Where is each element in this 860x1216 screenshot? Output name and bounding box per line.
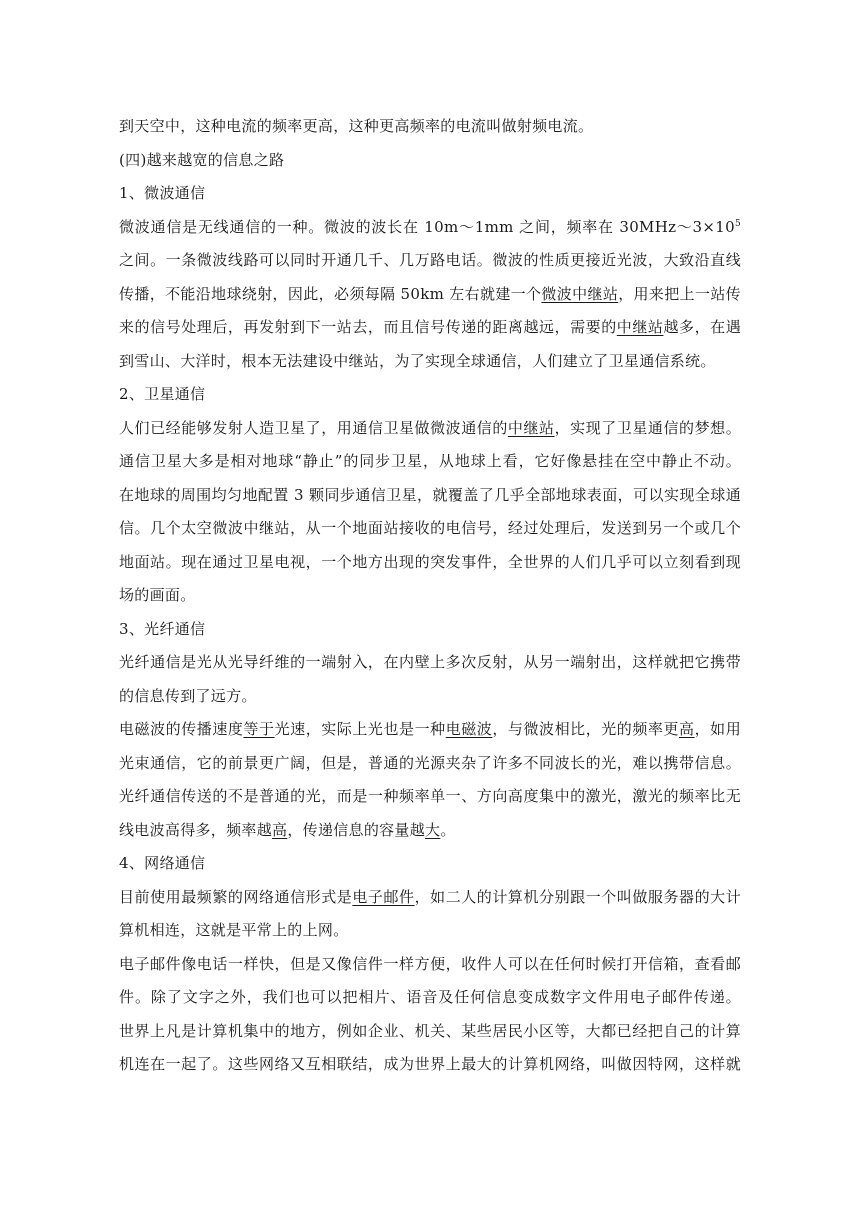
text-segment: 2、卫星通信 — [119, 385, 206, 403]
text-segment: 在地球的周围均匀地配置 3 颗同步通信卫星，就覆盖了几乎全部地球表面，可以实现全球通 — [119, 485, 741, 504]
text-line — [119, 479, 741, 513]
text-segment: 微波通信是无线通信的一种。微波的波长在 10m～1mm 之间，频率在 30MHz～3×10 — [119, 217, 735, 236]
text-line — [119, 780, 741, 814]
text-line — [119, 914, 741, 948]
underlined-term: 微波中继站 — [541, 284, 619, 303]
text-segment: 件。除了文字之外，我们也可以把相片、语音及任何信息变成数字文件用电子邮件传递。 — [119, 988, 741, 1006]
text-segment: (四)越来越宽的信息之路 — [119, 150, 285, 169]
text-segment: 。 — [440, 820, 456, 839]
superscript: 5 — [734, 218, 741, 229]
underlined-term: 高 — [679, 720, 695, 738]
text-segment: 传播，不能沿地球绕射，因此，必须每隔 50km 左右就建一个 — [119, 284, 542, 303]
text-segment: 之间。一条微波线路可以同时开通几千、几万路电话。微波的性质更接近光波，大致沿直线 — [119, 251, 741, 269]
text-segment: ，传递信息的容量越 — [287, 820, 426, 839]
text-line — [119, 445, 741, 479]
underlined-term: 大 — [425, 820, 441, 839]
text-line — [119, 1015, 741, 1049]
text-segment: ，与微波相比，光的频率更 — [492, 720, 680, 738]
text-line — [119, 847, 741, 881]
text-segment: 到雪山、大洋时，根本无法建设中继站，为了实现全球通信，人们建立了卫星通信系统。 — [119, 351, 716, 370]
text-line — [119, 1048, 741, 1082]
text-segment: 光束通信，它的前景更广阔，但是，普通的光源夹杂了许多不同波长的光，难以携带信息。 — [119, 753, 741, 772]
text-line — [119, 211, 741, 245]
text-segment: 光纤通信传送的不是普通的光，而是一种频率单一、方向高度集中的激光，激光的频率比无 — [119, 787, 741, 805]
text-line — [119, 747, 741, 781]
text-segment: 到天空中，这种电流的频率更高，这种更高频率的电流叫做射频电流。 — [119, 117, 594, 135]
text-line — [119, 378, 741, 412]
text-segment: 来的信号处理后，再发射到下一站去，而且信号传递的距离越远，需要的 — [119, 318, 617, 336]
text-line — [119, 311, 741, 345]
text-line — [119, 948, 741, 982]
text-segment: 电磁波的传播速度 — [119, 720, 244, 738]
text-line — [119, 814, 741, 848]
underlined-term: 电子邮件 — [352, 887, 415, 906]
text-segment: 算机相连，这就是平常上的上网。 — [119, 921, 349, 939]
text-line — [119, 110, 741, 144]
text-line — [119, 244, 741, 278]
text-segment: 场的画面。 — [119, 586, 196, 604]
text-segment: 目前使用最频繁的网络通信形式是 — [119, 887, 353, 906]
text-segment: ，实现了卫星通信的梦想。 — [554, 418, 741, 437]
text-segment: 信。几个太空微波中继站，从一个地面站接收的电信号，经过处理后，发送到另一个或几个 — [119, 519, 741, 537]
underlined-term: 中继站 — [616, 318, 664, 336]
text-segment: ，用来把上一站传 — [618, 284, 741, 303]
text-line — [119, 680, 741, 714]
text-segment: 的信息传到了远方。 — [119, 686, 257, 705]
text-line — [119, 881, 741, 915]
text-segment: 越多，在遇 — [663, 318, 741, 336]
text-segment: 线电波高得多，频率越 — [119, 820, 273, 839]
text-line — [119, 144, 741, 178]
underlined-term: 中继站 — [507, 418, 555, 437]
text-line — [119, 646, 741, 680]
text-segment: 3、光纤通信 — [119, 619, 206, 638]
document-page — [119, 110, 741, 1082]
text-line — [119, 512, 741, 546]
text-segment: 光纤通信是光从光导纤维的一端射入，在内壁上多次反射，从另一端射出，这样就把它携带 — [119, 653, 741, 671]
text-line — [119, 546, 741, 580]
text-segment: 4、网络通信 — [119, 854, 206, 872]
text-segment: 人们已经能够发射人造卫星了，用通信卫星做微波通信的 — [119, 418, 508, 437]
text-segment: ，如二人的计算机分别跟一个叫做服务器的大计 — [414, 887, 741, 906]
text-segment: 地面站。现在通过卫星电视，一个地方出现的突发事件，全世界的人们几乎可以立刻看到现 — [119, 552, 741, 571]
text-line — [119, 278, 741, 312]
text-segment: 机连在一起了。这些网络又互相联结，成为世界上最大的计算机网络，叫做因特网，这样就 — [119, 1055, 741, 1073]
underlined-term: 高 — [272, 820, 288, 839]
underlined-term: 等于 — [243, 720, 275, 738]
text-segment: 1、微波通信 — [119, 184, 206, 202]
text-segment: 世界上凡是计算机集中的地方，例如企业、机关、某些居民小区等，大都已经把自己的计算 — [119, 1021, 741, 1040]
text-segment: 电子邮件像电话一样快，但是又像信件一样方便，收件人可以在任何时候打开信箱，查看邮 — [119, 954, 741, 973]
text-line — [119, 579, 741, 613]
text-line — [119, 345, 741, 379]
text-line — [119, 981, 741, 1015]
text-line — [119, 613, 741, 647]
text-line — [119, 713, 741, 747]
text-segment: 光速，实际上光也是一种 — [274, 720, 446, 738]
underlined-term: 电磁波 — [445, 720, 493, 738]
text-line — [119, 177, 741, 211]
text-line — [119, 412, 741, 446]
text-segment: 通信卫星大多是相对地球“静止”的同步卫星，从地球上看，它好像悬挂在空中静止不动。 — [119, 452, 741, 470]
text-segment: ，如用 — [694, 720, 741, 738]
